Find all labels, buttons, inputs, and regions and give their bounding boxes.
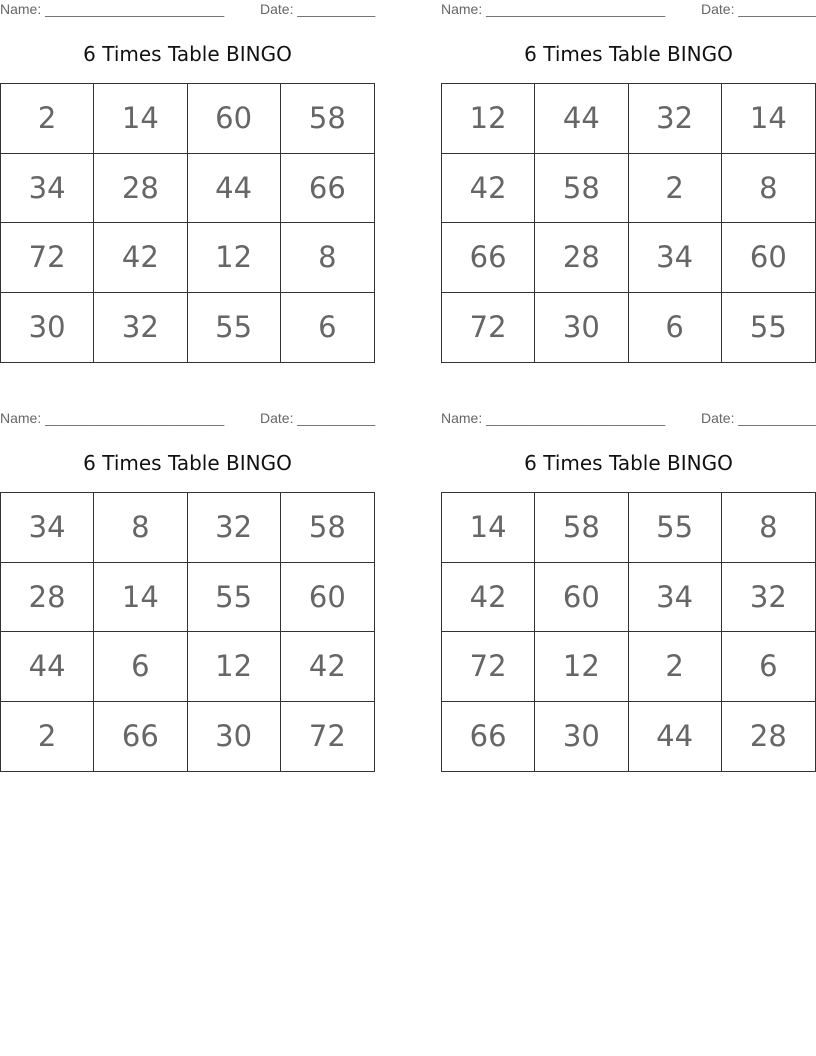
card-title: 6 Times Table BINGO: [83, 451, 292, 475]
date-label: Date: __________: [260, 410, 376, 426]
bingo-cell: 55: [188, 293, 281, 363]
name-label: Name: _______________________: [441, 1, 666, 17]
bingo-cell: 34: [1, 154, 94, 224]
bingo-cell: 55: [749, 310, 787, 345]
bingo-cell: 6: [722, 632, 815, 702]
header-row: [441, 410, 816, 426]
card-title: 6 Times Table BINGO: [83, 42, 292, 66]
bingo-cell: 6: [94, 632, 187, 702]
bingo-cell: 2: [629, 154, 722, 224]
bingo-cell: 6: [318, 310, 337, 345]
bingo-grid: [441, 492, 816, 772]
bingo-cell: 60: [281, 563, 374, 633]
bingo-grid: [0, 83, 375, 363]
bingo-cell: 42: [94, 223, 187, 293]
bingo-cell: 42: [442, 154, 535, 224]
name-label: Name: _______________________: [0, 1, 225, 17]
bingo-cell: 28: [94, 154, 187, 224]
bingo-card-1: [0, 0, 375, 370]
bingo-cell: 32: [629, 84, 722, 154]
bingo-cell: 12: [442, 84, 535, 154]
name-label: Name: _______________________: [0, 410, 225, 426]
bingo-cell: 66: [94, 702, 187, 772]
bingo-cell: 60: [535, 563, 628, 633]
bingo-cell: 12: [535, 632, 628, 702]
bingo-cell: 2: [1, 702, 94, 772]
header-row: [441, 1, 816, 17]
bingo-cell: 30: [188, 702, 281, 772]
bingo-cell: 28: [535, 223, 628, 293]
bingo-cell: 32: [722, 563, 815, 633]
bingo-cell: 34: [629, 223, 722, 293]
bingo-cell: 12: [188, 632, 281, 702]
bingo-cell: 55: [629, 493, 722, 563]
bingo-card-3: [0, 409, 375, 779]
bingo-cell: 72: [442, 632, 535, 702]
bingo-cell: 58: [281, 84, 374, 154]
bingo-cell: 8: [281, 223, 374, 293]
card-title: 6 Times Table BINGO: [524, 42, 733, 66]
bingo-cell: 32: [94, 293, 187, 363]
bingo-cell: 14: [94, 84, 187, 154]
bingo-cell: 14: [94, 563, 187, 633]
bingo-cell: 6: [629, 293, 722, 363]
bingo-grid: [441, 83, 816, 363]
bingo-cell: 8: [722, 154, 815, 224]
bingo-cell: 42: [442, 563, 535, 633]
bingo-cell: 8: [722, 493, 815, 563]
bingo-cell: 14: [722, 84, 815, 154]
bingo-cell: 12: [188, 223, 281, 293]
bingo-cell: 58: [535, 154, 628, 224]
date-label: Date: __________: [701, 410, 816, 426]
bingo-cell: 30: [1, 293, 94, 363]
bingo-cell: 44: [188, 154, 281, 224]
bingo-cell: 2: [1, 84, 94, 154]
bingo-cell: 72: [442, 293, 535, 363]
bingo-cell: 34: [1, 493, 94, 563]
bingo-cell: 44: [629, 702, 722, 772]
bingo-cell: 66: [442, 702, 535, 772]
bingo-cell: 34: [629, 563, 722, 633]
date-label: Date: __________: [701, 1, 816, 17]
bingo-cell: 2: [629, 632, 722, 702]
bingo-cell: 60: [722, 223, 815, 293]
bingo-cell: 30: [535, 293, 628, 363]
bingo-cell: 30: [535, 702, 628, 772]
bingo-cell: 72: [308, 719, 346, 754]
bingo-cell: 42: [281, 632, 374, 702]
header-row: [0, 1, 375, 17]
bingo-cell: 58: [535, 493, 628, 563]
bingo-cell: 66: [442, 223, 535, 293]
bingo-cell: 32: [188, 493, 281, 563]
header-row: [0, 410, 375, 426]
bingo-grid: [0, 492, 375, 772]
bingo-cell: 14: [442, 493, 535, 563]
bingo-cell: 66: [281, 154, 374, 224]
bingo-cell: 58: [281, 493, 374, 563]
bingo-card-2: [441, 0, 816, 370]
bingo-cell: 55: [188, 563, 281, 633]
bingo-cell: 60: [188, 84, 281, 154]
date-label: Date: __________: [260, 1, 376, 17]
name-label: Name: _______________________: [441, 410, 666, 426]
bingo-cell: 72: [1, 223, 94, 293]
bingo-cell: 28: [1, 563, 94, 633]
card-title: 6 Times Table BINGO: [524, 451, 733, 475]
bingo-cell: 8: [94, 493, 187, 563]
bingo-cell: 28: [749, 719, 787, 754]
bingo-cell: 44: [1, 632, 94, 702]
bingo-card-4: [441, 409, 816, 779]
bingo-cell: 44: [535, 84, 628, 154]
